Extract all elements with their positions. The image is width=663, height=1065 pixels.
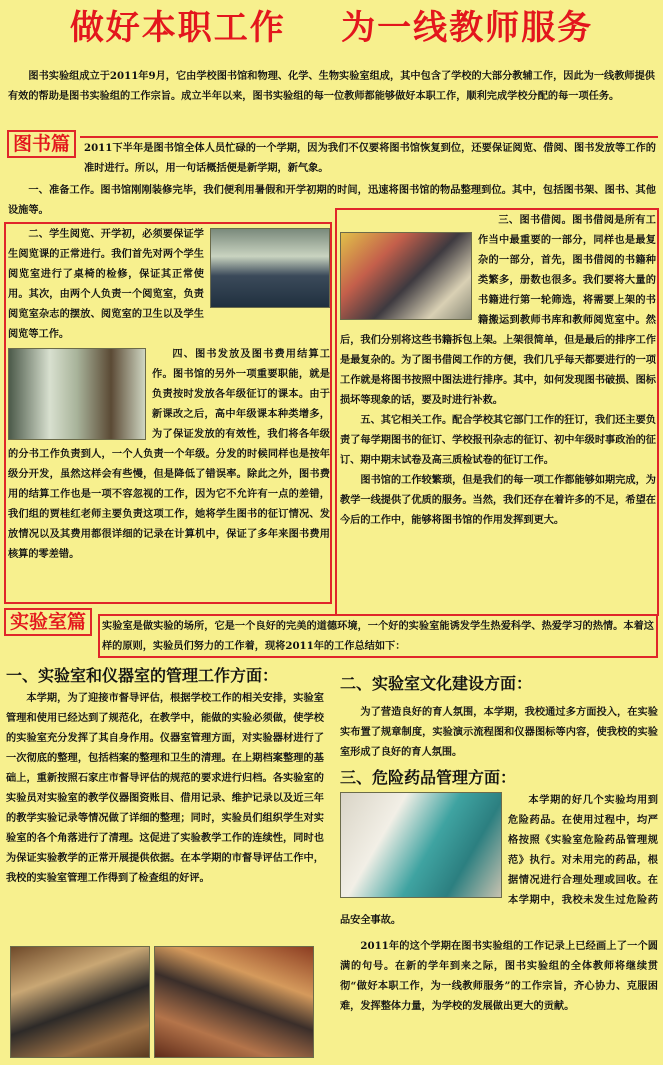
library-p1: 一、准备工作。图书馆刚刚装修完毕，我们便利用暑假和开学初期的时间，迅速将图书馆的物品整理到位。其中，包括图书架、图书、其他设施等。 bbox=[8, 184, 656, 216]
library-intro-block bbox=[84, 138, 656, 178]
lab-staff-photo bbox=[10, 946, 150, 1058]
lab-heading-1: 一、实验室和仪器室的管理工作方面： bbox=[6, 666, 279, 685]
book-sorting-photo bbox=[340, 232, 472, 320]
bookshelf-photo bbox=[8, 348, 146, 440]
lab-p3: 本学期的好几个实验均用到危险药品。在使用过程中，均严格按照《实验室危险药品管理规范》执行。对未用完的药品，根据情况进行合理处理或回收。在本学期中，我校未发生过危险药品安全事故。 bbox=[340, 794, 658, 926]
lab-heading-3: 三、危险药品管理方面： bbox=[340, 768, 517, 787]
library-right-column bbox=[340, 210, 656, 614]
lab-left-column bbox=[6, 664, 324, 942]
library-p3: 三、图书借阅。图书借阅是所有工作当中最重要的一部分，同样也是最复杂的一部分，首先，图书借阅的书籍种类繁多，册数也很多。我们要将大量的书籍进行第一轮筛选，将需要上架的书籍搬运到教师书库和教师阅览室中。然后，我们分别将这些书籍拆包上架。上架很简单，但是最后的排序工作是最复杂的。为了图书借阅工作的方便，我们几乎每天都要进行的一项工作就是将图书按照中图法进行排序。其中，如何发现图书破损、图标损坏等现象的话，要及时进行补救。 bbox=[340, 214, 656, 406]
lab-cabinet-photo bbox=[154, 946, 314, 1058]
lab-p2: 为了营造良好的育人氛围，本学期，我校通过多方面投入，在实验实布置了规章制度，实验演示流程图和仪器图标等内容，使我校的实验室形成了良好的育人氛围。 bbox=[340, 706, 658, 758]
lab-right-column bbox=[340, 672, 658, 1062]
library-left-column bbox=[8, 224, 330, 602]
library-intro: 2011下半年是图书馆全体人员忙碌的一个学期，因为我们不仅要将图书馆恢复到位，还要保证阅览、借阅、图书发放等工作的准时进行。所以，用一句话概括便是新学期，新气象。 bbox=[84, 142, 656, 174]
library-p5: 五、其它相关工作。配合学校其它部门工作的狂订，我们还主要负责了每学期图书的征订、学校报刊杂志的征订、初中年级时事政治的征订、期中期末试卷及高三质检试卷的征订工作。 bbox=[340, 414, 656, 466]
library-section-tag: 图书篇 bbox=[7, 130, 76, 158]
lab-intro: 实验室是做实验的场所，它是一个良好的完美的道德环境，一个好的实验室能诱发学生热爱科学、热爱学习的热情。本着这样的原则，实验员们努力的工作着，现将2011年的工作总结如下： bbox=[102, 620, 654, 652]
lab-p4: 2011年的这个学期在图书实验组的工作记录上已经画上了一个圆满的句号。在新的学年到来之际，图书实验组的全体教师将继续贯彻“做好本职工作，为一线教师服务”的工作宗旨，齐心协力、克服困难，发挥整体力量，为学校的发展做出更大的贡献。 bbox=[340, 940, 658, 1012]
lab-heading-2: 二、实验室文化建设方面： bbox=[340, 674, 533, 693]
library-p2: 二、学生阅览、开学初，必须要保证学生阅览课的正常进行。我们首先对两个学生阅览室进行了桌椅的检修，保证其正常使用。其次，由两个人负责一个阅览室，负责阅览室杂志的摆放、阅览室的卫生以及学生阅览等工作。 bbox=[8, 228, 204, 340]
intro-text: 图书实验组成立于2011年9月，它由学校图书馆和物理、化学、生物实验室组成，其中包含了学校的大部分教辅工作，因此为一线教师提供有效的帮助是图书实验组的工作宗旨。成立半年以来，图书实验组的每一位教师都能够做好本职工作，顺利完成学校分配的每一项任务。 bbox=[8, 70, 655, 102]
library-p6: 图书馆的工作较繁琐，但是我们的每一项工作都能够如期完成，为教学一线提供了优质的服务。当然，我们还存在着许多的不足，希望在今后的工作中，能够将图书馆的作用发挥到更大。 bbox=[340, 474, 656, 526]
page-title: 做好本职工作 为一线教师服务 bbox=[69, 8, 594, 48]
library-p4: 四、图书发放及图书费用结算工作。图书馆的另外一项重要职能，就是负责按时发放各年级征订的课本。由于新课改之后，高中年级课本种类增多，为了保证发放的有效性，我们将各年级的分书工作负责到人，一个人负责一个年级。分发的时候同样也是按年级分开发，虽然这样会有些慢，但是降低了错误率。除此之外，图书费用的结算工作也是一项不容忽视的工作，因为它不允许有一点的差错，我们组的贾桂红老师主要负责这项工作，她将学生图书的征订情况、发放情况以及其费用都很详细的记录在计算机中，保证了多年来图书费用核算的零差错。 bbox=[8, 348, 330, 560]
intro-block bbox=[8, 66, 655, 106]
reading-room-photo bbox=[210, 228, 330, 308]
lab-section-tag: 实验室篇 bbox=[4, 608, 92, 636]
lab-hazard-photo bbox=[340, 792, 502, 898]
lab-intro-block bbox=[102, 616, 654, 656]
lab-p1: 本学期，为了迎接市督导评估，根据学校工作的相关安排，实验室管理和使用已经达到了规范化，在教学中，能做的实验必须做，使学校的实验室充分发挥了其自身作用。仪器室管理方面，对实验器材进行了一次彻底的整理，包括档案的整理和卫生的清理。在上期档案整理的基础上，重新按照石家庄市督导评估的规范的要求进行归档。各实验室的实验员对实验室的教学仪器图资账目、借用记录、维护记录以及近三年的教学实验记录等情况做了详细的整理；同时，实验员们组织学生对实验室的各个角落进行了清理。这促进了实验教学工作的连续性，同时也为保证实验教学的正常开展提供依据。在本学期的市督导评估工作中，我校的实验室管理工作得到了检查组的好评。 bbox=[6, 692, 324, 884]
